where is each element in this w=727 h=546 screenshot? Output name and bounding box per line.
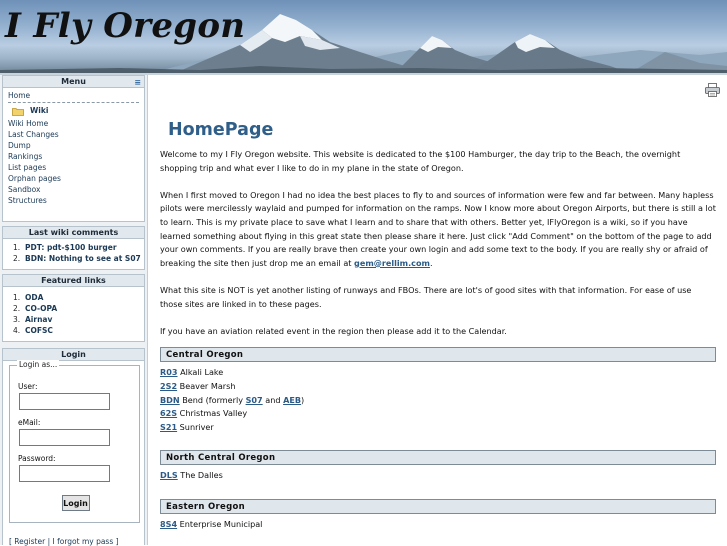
featured-link-cofsc[interactable]: COFSC — [25, 326, 53, 335]
list-number: 3. — [13, 315, 21, 324]
site-header — [0, 0, 727, 73]
airport-name: Enterprise Municipal — [179, 518, 263, 529]
list-item[interactable] — [13, 325, 144, 336]
about-paragraph — [160, 189, 716, 271]
list-item[interactable] — [13, 253, 144, 264]
about-text: When I first moved to Oregon I had no idea the best places to fly to and sources of information were few and far between. Many hapless pilots were mercilessly waylaid and pumped for information on the ramps. Now I know more about Oregon Airports, but there is still a lot to learn. This is my private place to save what I learn and to share that with others. Better yet, IFlyOregon is a wiki, so if you have learned something about flying in this great state then please share it here. Just click "Add Comment" on the bottom of the page to add your own comments. If you are really brave then create your own login and add some text to the body. If you are really shy or afraid of breaking the site then just drop me an email at — [160, 189, 716, 268]
user-input[interactable] — [19, 393, 110, 410]
login-button[interactable]: Login — [62, 495, 90, 511]
airport-link[interactable]: R03 — [160, 367, 178, 378]
last-comments-box — [2, 226, 145, 270]
menu-item-last-changes[interactable]: Last Changes — [8, 130, 59, 139]
purpose-paragraph: What this site is NOT is yet another listing of runways and FBOs. There are lot's of good sites with that information. For ease of use those sites are linked in to these pages. — [160, 284, 692, 309]
menu-item-sandbox[interactable]: Sandbox — [8, 185, 41, 194]
airport-name-close: ) — [301, 394, 305, 405]
last-comments-list — [3, 239, 144, 264]
intro-paragraph: Welcome to my I Fly Oregon website. This website is dedicated to the $100 Hamburger, the day trip to the Beach, the overnight shopping trip and what ever I like to do in my plane in the state of Oregon. — [160, 149, 681, 173]
airport-name: Alkali Lake — [180, 367, 224, 378]
list-item[interactable] — [13, 242, 144, 253]
airport-row — [160, 366, 716, 380]
menu-list — [3, 88, 144, 208]
list-number: 2. — [13, 304, 21, 313]
section-header-central-oregon: Central Oregon — [160, 347, 716, 362]
list-number: 2. — [13, 254, 21, 263]
list-item[interactable] — [13, 314, 144, 325]
folder-icon — [12, 107, 24, 115]
featured-links-box — [2, 274, 145, 342]
main-content — [149, 75, 727, 545]
menu-box — [2, 75, 145, 222]
printer-icon[interactable] — [705, 83, 720, 97]
airport-row — [160, 407, 716, 421]
menu-item-list-pages[interactable]: List pages — [8, 163, 47, 172]
featured-link-oda[interactable]: ODA — [25, 293, 44, 302]
list-number: 1. — [13, 293, 21, 302]
user-label: User: — [18, 382, 38, 391]
menu-item-structures[interactable]: Structures — [8, 196, 47, 205]
login-title: Login — [3, 349, 144, 361]
airport-link[interactable]: DLS — [160, 470, 178, 481]
airport-row — [160, 394, 716, 408]
airport-row — [160, 469, 716, 483]
featured-links-list — [3, 287, 144, 336]
featured-links-title: Featured links — [3, 275, 144, 287]
airport-link[interactable]: S07 — [245, 394, 263, 405]
menu-item-orphan-pages[interactable]: Orphan pages — [8, 174, 61, 183]
password-label: Password: — [18, 454, 56, 463]
site-title: I Fly Oregon — [5, 6, 246, 46]
airport-link[interactable]: 8S4 — [160, 518, 178, 529]
menu-item-rankings[interactable]: Rankings — [8, 152, 43, 161]
comment-link[interactable]: BDN: Nothing to see at S07 — [25, 254, 141, 263]
menu-box-title — [3, 76, 144, 88]
airport-row — [160, 518, 716, 532]
login-links-separator: | — [45, 537, 53, 546]
login-form — [9, 360, 140, 523]
collapse-toggle-icon[interactable]: ≡ — [134, 78, 141, 87]
airport-link[interactable]: 62S — [160, 408, 178, 419]
events-paragraph: If you have an aviation related event in the region then please add it to the Calendar. — [160, 325, 507, 336]
forgot-password-link[interactable]: I forgot my pass ] — [52, 537, 119, 546]
airport-name: Sunriver — [179, 421, 214, 432]
list-item[interactable] — [13, 303, 144, 314]
section-header-north-central-oregon: North Central Oregon — [160, 450, 716, 465]
email-input[interactable] — [19, 429, 110, 446]
featured-link-airnav[interactable]: Airnav — [25, 315, 53, 324]
airport-row — [160, 421, 716, 435]
menu-wiki-label: Wiki — [30, 106, 49, 115]
list-number: 1. — [13, 243, 21, 252]
airport-row — [160, 380, 716, 394]
menu-item-dump[interactable]: Dump — [8, 141, 31, 150]
airport-link[interactable]: S21 — [160, 421, 178, 432]
email-label: eMail: — [18, 418, 41, 427]
menu-title-text: Menu — [61, 77, 86, 86]
login-box — [2, 348, 145, 545]
menu-item-wiki-home[interactable]: Wiki Home — [8, 119, 49, 128]
list-number: 4. — [13, 326, 21, 335]
list-item[interactable] — [13, 292, 144, 303]
password-input[interactable] — [19, 465, 110, 482]
airport-name: Bend (formerly — [182, 394, 243, 405]
page-title: HomePage — [168, 120, 274, 140]
login-legend: Login as... — [19, 360, 58, 369]
airport-link[interactable]: 2S2 — [160, 380, 178, 391]
airport-name-join: and — [265, 394, 281, 405]
airport-name: Christmas Valley — [179, 408, 248, 419]
airport-name: The Dalles — [180, 470, 223, 481]
airport-link[interactable]: AEB — [283, 394, 302, 405]
sidebar — [0, 75, 148, 545]
featured-link-coopa[interactable]: CO-OPA — [25, 304, 58, 313]
airport-name: Beaver Marsh — [179, 380, 236, 391]
menu-wiki-section[interactable] — [12, 106, 139, 115]
comment-link[interactable]: PDT: pdt-$100 burger — [25, 243, 117, 252]
last-comments-title: Last wiki comments — [3, 227, 144, 239]
section-header-eastern-oregon: Eastern Oregon — [160, 499, 716, 514]
about-text-end: . — [429, 257, 433, 268]
airport-link[interactable]: BDN — [160, 394, 180, 405]
menu-item-home[interactable]: Home — [8, 91, 31, 100]
register-link[interactable]: [ Register — [9, 537, 46, 546]
page-body — [160, 148, 716, 531]
email-link[interactable]: gem@rellim.com — [354, 257, 430, 268]
menu-divider — [8, 102, 139, 103]
